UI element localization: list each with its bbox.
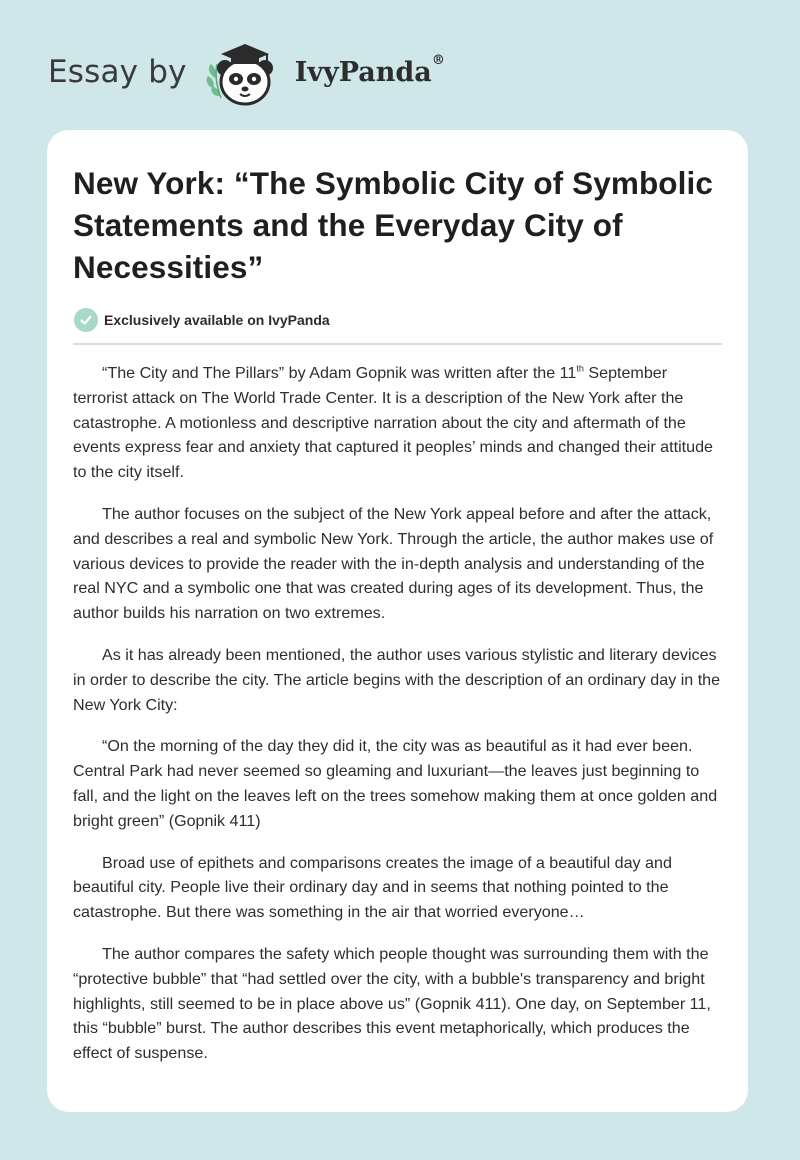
paragraph: As it has already been mentioned, the author uses various stylistic and literary devices in order to describe the city. The article begins with the description of an ordinary day in the New York City:	[73, 645, 721, 714]
brand-name: IvyPanda®	[294, 52, 445, 88]
paragraph: Broad use of epithets and comparisons creates the image of a beautiful day and beautiful city. People live their ordinary day and in seems that nothing pointed to the catastrophe. But there was something in the air that worried everyone…	[73, 853, 672, 922]
essay-by-label: Essay by	[48, 54, 187, 90]
exclusive-badge	[73, 307, 722, 333]
paragraph: The author focuses on the subject of the New York appeal before and after the attack, and describes a real and symbolic New York. Through the article, the author makes use of various devices to provide the reader with the in-depth analysis and understanding of the real NYC and a symbolic one that was created during ages of its development. Thus, the author builds his narration on two extremes.	[73, 504, 714, 623]
essay-title: New York: “The Symbolic City of Symbolic Statements and the Everyday City of Necessities”	[73, 165, 713, 285]
panda-graduate-icon	[201, 34, 289, 110]
paragraph: The author compares the safety which people thought was surrounding them with the “protective bubble” that “had settled over the city, with a bubble's transparency and bright highlights, still seemed to be in place above us” (Gopnik 411). One day, on September 11, this “bubble” burst. The author describes this event metaphorically, which produces the effect of suspense.	[73, 944, 711, 1063]
check-circle-icon	[74, 308, 98, 332]
site-header	[48, 34, 445, 110]
exclusive-label: Exclusively available on IvyPanda	[104, 312, 330, 328]
paragraph: “The City and The Pillars” by Adam Gopnik was written after the 11th September terrorist attack on The World Trade Center. It is a description of the New York after the catastrophe. A motionless and descriptive narration about the city and aftermath of the events express fear and anxiety that captured it peoples’ minds and changed their attitude to the city itself.	[73, 363, 713, 482]
divider	[73, 343, 722, 345]
essay-card	[47, 130, 748, 1112]
essay-body	[73, 361, 722, 1066]
quote-paragraph: “On the morning of the day they did it, the city was as beautiful as it had ever been. Central Park had never seemed so gleaming and luxuriant—the leaves just beginning to fall, and the light on the leaves left on the trees somehow making them at once golden and bright green” (Gopnik 411)	[73, 737, 718, 830]
ivypanda-logo-link[interactable]	[201, 34, 445, 110]
